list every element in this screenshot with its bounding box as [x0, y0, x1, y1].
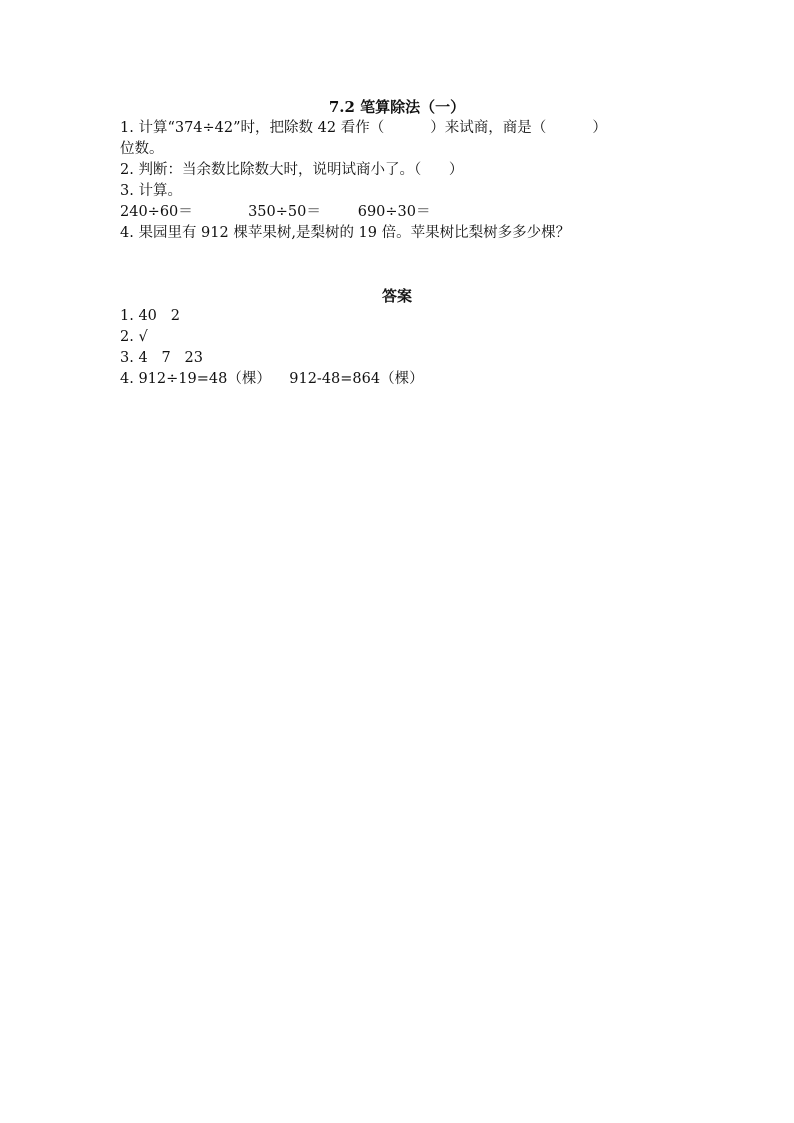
- answers-title: 答案: [381, 287, 412, 305]
- question-1-line-2: 位数。: [120, 141, 164, 157]
- question-3-expressions: 240÷60＝ 350÷50＝ 690÷30＝: [120, 204, 431, 220]
- question-2: 2. 判断：当余数比除数大时，说明试商小了。（ ）: [120, 162, 464, 178]
- answer-4: 4. 912÷19=48（棵） 912-48=864（棵）: [120, 371, 424, 387]
- answer-2: 2. √: [120, 329, 148, 345]
- answer-1: 1. 40 2: [120, 308, 180, 324]
- question-1-line-1: 1. 计算“374÷42”时，把除数 42 看作（ ）来试商，商是（ ）: [120, 120, 607, 136]
- question-4: 4. 果园里有 912 棵苹果树,是梨树的 19 倍。苹果树比梨树多多少棵？: [120, 225, 571, 241]
- question-3: 3. 计算。: [120, 183, 182, 199]
- answer-3: 3. 4 7 23: [120, 350, 203, 366]
- page-title: 7.2 笔算除法（一）: [328, 98, 466, 116]
